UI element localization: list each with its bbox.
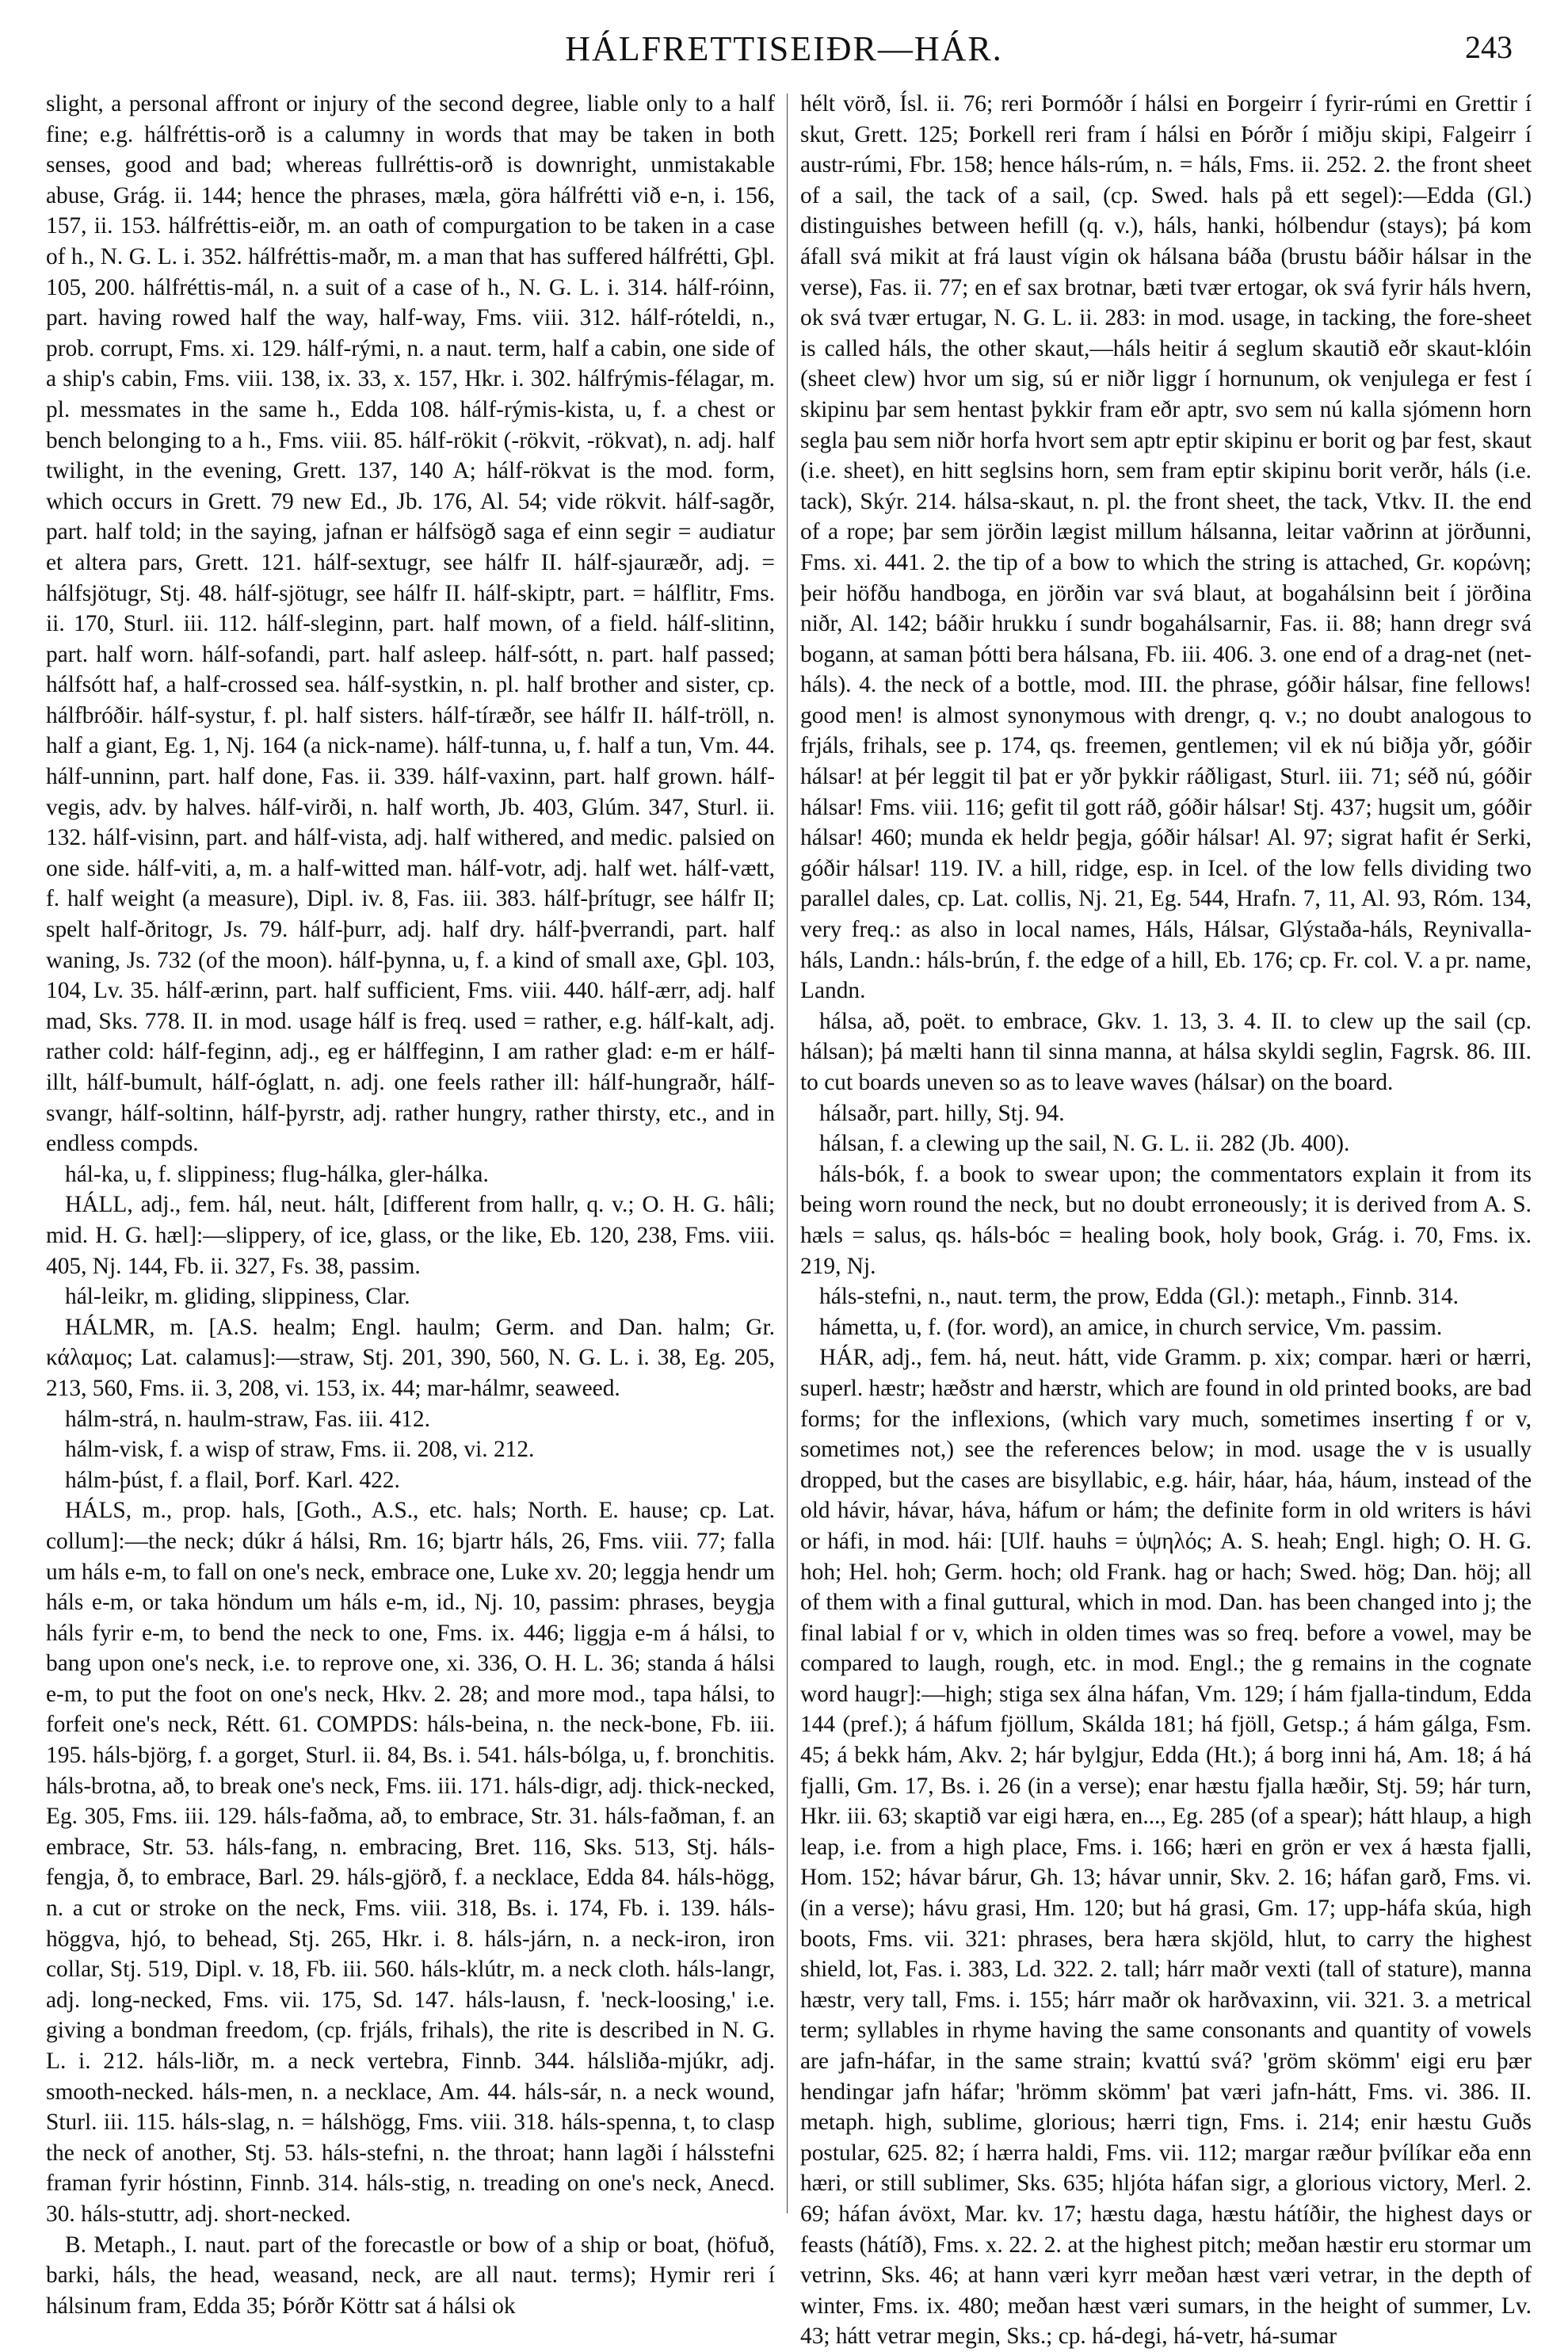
entry-paragraph: háls-bók, f. a book to swear upon; the commentators explain it from its being worn round the neck, but no doubt erroneously; it is derived from A. S. hæls = salus, qs. háls-bóc = healing book, holy book, Grág. i. 70, Fms. ix. 219, Nj.: [800, 1161, 1532, 1279]
entry-paragraph: hál-leikr, m. gliding, slippiness, Clar.: [65, 1284, 410, 1310]
page-header: [55, 24, 1513, 71]
entry-paragraph: hálsan, f. a clewing up the sail, N. G. L. ii. 282 (Jb. 400).: [819, 1131, 1350, 1157]
entry-paragraph: HÁLL, adj., fem. hál, neut. hált, [different from hallr, q. v.; O. H. G. hâli; mid. H. G. hæl]:—slippery, of ice, glass, or the like, Eb. 120, 238, Fms. viii. 405, Nj. 144, Fb. ii. 327, Fs. 38, passim.: [46, 1192, 775, 1279]
entry-paragraph: HÁLS, m., prop. hals, [Goth., A.S., etc. hals; North. E. hause; cp. Lat. collum]:—the neck; dúkr á hálsi, Rm. 16; bjartr háls, 26, Fms. viii. 77; falla um háls e-m, to fall on one's neck, embrace one, Luke xv. 20; leggja hendr um háls e-m, or taka höndum um háls e-m, id., Nj. 10, passim: phrases, beygja háls fyrir e-m, to bend the neck to one, Fms. ix. 446; liggja e-m á hálsi, to bang upon one's neck, i.e. to reprove one, xi. 336, O. H. L. 36; standa á hálsi e-m, to put the foot on one's neck, Hkv. 2. 28; and more mod., tapa hálsi, to forfeit one's neck, Rétt. 61. COMPDS: háls-beina, n. the neck-bone, Fb. iii. 195. háls-björg, f. a gorget, Sturl. ii. 84, Bs. i. 541. háls-bólga, u, f. bronchitis. háls-brotna, að, to break one's neck, Fms. iii. 171. háls-digr, adj. thick-necked, Eg. 305, Fms. iii. 129. háls-faðma, að, to embrace, Str. 31. háls-faðman, f. an embrace, Str. 53. háls-fang, n. embracing, Bret. 116, Sks. 513, Stj. háls-fengja, ð, to embrace, Barl. 29. háls-gjörð, f. a necklace, Edda 84. háls-högg, n. a cut or stroke on the neck, Fms. viii. 318, Bs. i. 174, Fb. i. 139. háls-höggva, hjó, to behead, Stj. 265, Hkr. i. 8. háls-járn, n. a neck-iron, iron collar, Stj. 519, Dipl. v. 18, Fb. iii. 560. háls-klútr, m. a neck cloth. háls-langr, adj. long-necked, Fms. vii. 175, Sd. 147. háls-lausn, f. 'neck-loosing,' i.e. giving a bondman freedom, (cp. frjáls, frihals), the rite is described in N. G. L. i. 212. háls-liðr, m. a neck vertebra, Finnb. 344. hálsliða-mjúkr, adj. smooth-necked. háls-men, n. a necklace, Am. 44. háls-sár, n. a neck wound, Sturl. iii. 115. háls-slag, n. = hálshögg, Fms. viii. 318. háls-spenna, t, to clasp the neck of another, Stj. 53. háls-stefni, n. the throat; hann lagði í hálsstefni framan fyrir hóstinn, Finnb. 314. háls-stig, n. treading on one's neck, Anecd. 30. háls-stuttr, adj. short-necked.: [46, 1498, 775, 2227]
entry-paragraph: hálsaðr, part. hilly, Stj. 94.: [819, 1100, 1065, 1126]
entry-paragraph: hálm-visk, f. a wisp of straw, Fms. ii. 208, vi. 212.: [65, 1437, 535, 1463]
column-divider: [787, 94, 788, 2213]
entry-paragraph: hál-ka, u, f. slippiness; flug-hálka, gler-hálka.: [65, 1161, 489, 1187]
entry-paragraph: B. Metaph., I. naut. part of the forecastle or bow of a ship or boat, (höfuð, barki, háls, the head, weasand, neck, are all naut. terms); Hymir reri í hálsinum fram, Edda 35; Þórðr Köttr sat á hálsi ok: [46, 2232, 775, 2319]
entry-paragraph: háls-stefni, n., naut. term, the prow, Edda (Gl.): metaph., Finnb. 314.: [819, 1284, 1459, 1310]
entry-paragraph: hálm-þúst, f. a flail, Þorf. Karl. 422.: [65, 1467, 400, 1493]
entry-paragraph: HÁR, adj., fem. há, neut. hátt, vide Gramm. p. xix; compar. hæri or hærri, superl. hæstr; hæðstr and hærstr, which are found in old printed books, are bad forms; for the inflexions, (which vary much, sometimes inserting f or v, sometimes not,) see the references below; in mod. usage the v is usually dropped, but the cases are bisyllabic, e.g. háir, háar, háa, háum, instead of the old hávir, hávar, háva, háfum or hám; the definite form in old writers is hávi or háfi, in mod. hái: [Ulf. hauhs = ὑψηλός; A. S. heah; Engl. high; O. H. G. hoh; Hel. hoh; Germ. hoch; old Frank. hag or hach; Swed. hög; Dan. höj; all of them with a final guttural, which in mod. Dan. has been changed into j; the final labial f or v, which in olden times was so freq. before a vowel, may be compared to laugh, rough, etc. in mod. Engl.; the g remains in the cognate word haugr]:—high; stiga sex álna háfan, Vm. 129; í hám fjalla-tindum, Edda 144 (pref.); á háfum fjöllum, Skálda 181; há fjöll, Getsp.; á hám gálga, Fsm. 45; á bekk hám, Akv. 2; hár bylgjur, Edda (Ht.); á borg inni há, Am. 18; á há fjalli, Gm. 17, Bs. i. 26 (in a verse); enar hæstu fjalla hæðir, Stj. 59; hár turn, Hkr. iii. 63; skaptið var eigi hæra, en..., Eg. 285 (of a spear); hátt hlaup, a high leap, i.e. from a high place, Fms. i. 166; hæri en grön er vex á hæsta fjalli, Hom. 152; hávar bárur, Gh. 13; hávar unnir, Skv. 2. 16; háfan garð, Fms. vi. (in a verse); hávu grasi, Hm. 120; but há grasi, Gm. 17; upp-háfa skúa, high boots, Fms. vii. 321: phrases, bera hæra skjöld, hlut, to carry the highest shield, lot, Fas. i. 383, Ld. 322. 2. tall; hárr maðr vexti (tall of stature), manna hæstr, very tall, Fms. i. 155; hárr maðr ok harðvaxinn, vii. 321. 3. a metrical term; syllables in rhyme having the same consonants and quantity of vowels are jafn-háfar, in the same strain; kvattú svá? 'gröm skömm' eigi eru þær hendingar jafn háfar; 'hrömm skömm' þat væri jafn-hátt, Fms. vi. 386. II. metaph. high, sublime, glorious; hærri tign, Fms. i. 214; enir hæstu Guðs postular, 625. 82; í hærra haldi, Fms. vii. 112; margar ræður þvílíkar eða enn hæri, or still sublimer, Sks. 635; hljóta háfan sigr, a glorious victory, Merl. 2. 69; háfan ávöxt, Mar. kv. 17; hæstu daga, hæstu hátíðir, the highest days or feasts (hátíð), Fms. x. 22. 2. at the highest pitch; meðan hæstir eru stormar um vetrinn, Sks. 46; at hann væri kyrr meðan hæst væri vetrar, in the depth of winter, Fms. ix. 480; meðan hæst væri sumars, in the height of summer, Lv. 43; hátt vetrar megin, Sks.; cp. há-degi, há-vetr, há-sumar: [800, 1345, 1532, 2350]
entry-paragraph: hálm-strá, n. haulm-straw, Fas. iii. 412.: [65, 1406, 430, 1432]
left-column: [46, 89, 775, 2319]
running-title: HÁLFRETTISEIÐR—HÁR.: [565, 29, 1003, 68]
entry-paragraph: hálsa, að, poët. to embrace, Gkv. 1. 13, 3. 4. II. to clew up the sail (cp. hálsan); þá mælti hann til sinna manna, at hálsa skyldi seglin, Fagrsk. 86. III. to cut boards uneven so as to leave waves (hálsar) on the board.: [800, 1008, 1532, 1095]
entry-paragraph: hámetta, u, f. (for. word), an amice, in church service, Vm. passim.: [819, 1314, 1443, 1340]
right-column: [800, 89, 1532, 2350]
entry-paragraph: slight, a personal affront or injury of the second degree, liable only to a half fine; e.g. hálfréttis-orð is a calumny in words that may be taken in both senses, good and bad; whereas fullréttis-orð is downright, unmistakable abuse, Grág. ii. 144; hence the phrases, mæla, göra hálfrétti við e-n, i. 156, 157, ii. 153. hálfréttis-eiðr, m. an oath of compurgation to be taken in a case of h., N. G. L. i. 352. hálfréttis-maðr, m. a man that has suffered hálfrétti, Gþl. 105, 200. hálfréttis-mál, n. a suit of a case of h., N. G. L. i. 314. hálf-róinn, part. having rowed half the way, half-way, Fms. viii. 312. hálf-róteldi, n., prob. corrupt, Fms. xi. 129. hálf-rými, n. a naut. term, half a cabin, one side of a ship's cabin, Fms. viii. 138, ix. 33, x. 157, Hkr. i. 302. hálfrýmis-félagar, m. pl. messmates in the same h., Edda 108. hálf-rýmis-kista, u, f. a chest or bench belonging to a h., Fms. viii. 85. hálf-rökit (-rökvit, -rökvat), n. adj. half twilight, in the evening, Grett. 137, 140 A; hálf-rökvat is the mod. form, which occurs in Grett. 79 new Ed., Jb. 176, Al. 54; vide rökvit. hálf-sagðr, part. half told; in the saying, jafnan er hálfsögð saga ef einn segir = audiatur et altera pars, Grett. 121. hálf-sextugr, see hálfr II. hálf-sjauræðr, adj. = hálfsjötugr, Stj. 48. hálf-sjötugr, see hálfr II. hálf-skiptr, part. = hálflitr, Fms. ii. 170, Sturl. iii. 112. hálf-sleginn, part. half mown, of a field. hálf-slitinn, part. half worn. hálf-sofandi, part. half asleep. hálf-sótt, n. part. half passed; hálfsótt haf, a half-crossed sea. hálf-systkin, n. pl. half brother and sister, cp. hálfbróðir. hálf-systur, f. pl. half sisters. hálf-tíræðr, see hálfr II. hálf-tröll, n. half a giant, Eg. 1, Nj. 164 (a nick-name). hálf-tunna, u, f. half a tun, Vm. 44. hálf-unninn, part. half done, Fas. ii. 339. hálf-vaxinn, part. half grown. hálf-vegis, adv. by halves. hálf-virði, n. half worth, Jb. 403, Glúm. 347, Sturl. ii. 132. hálf-visinn, part. and hálf-vista, adj. half withered, and medic. palsied on one side. hálf-viti, a, m. a half-witted man. hálf-votr, adj. half wet. hálf-vætt, f. half weight (a measure), Dipl. iv. 8, Fas. iii. 383. hálf-þrítugr, see hálfr II; spelt half-ðritogr, Js. 79. hálf-þurr, adj. half dry. hálf-þverrandi, part. half waning, Js. 732 (of the moon). hálf-þynna, u, f. a kind of small axe, Gþl. 103, 104, Lv. 35. hálf-ærinn, part. half sufficient, Fms. viii. 440. hálf-ærr, adj. half mad, Sks. 778. II. in mod. usage hálf is freq. used = rather, e.g. hálf-kalt, adj. rather cold: hálf-feginn, adj., eg er hálffeginn, I am rather glad: e-m er hálf-illt, hálf-bumult, hálf-óglatt, n. adj. one feels rather ill: hálf-hungraðr, hálf-svangr, hálf-soltinn, hálf-þyrstr, adj. rather hungry, rather thirsty, etc., and in endless compds.: [46, 91, 775, 1157]
entry-paragraph: hélt vörð, Ísl. ii. 76; reri Þormóðr í hálsi en Þorgeirr í fyrir-rúmi en Grettir í skut, Grett. 125; Þorkell reri fram í hálsi en Þórðr í miðju skipi, Falgeirr í austr-rúmi, Fbr. 158; hence háls-rúm, n. = háls, Fms. ii. 252. 2. the front sheet of a sail, the tack of a sail, (cp. Swed. hals på ett segel):—Edda (Gl.) distinguishes between hefill (q. v.), háls, hanki, hólbendur (stays); þá kom áfall svá mikit at frá laust vígin ok hálsana báða (brustu báðir hálsar in the verse), Fas. ii. 77; en ef sax brotnar, bæti tvær ertogar, ok svá fyrir háls hvern, ok svá tvær ertugar, N. G. L. ii. 283: in mod. usage, in tacking, the fore-sheet is called háls, the other skaut,—háls heitir á seglum skautið eðr skaut-klóin (sheet clew) hvor um sig, sú er niðr liggr í hornunum, ok venjulega er fest í skipinu þar sem hentast þykkir fram eðr aptr, svo sem nú kalla sjómenn horn segla þau sem niðr horfa hvort sem aptr eptir skipinu er borit og þar fest, skaut (i.e. sheet), en hitt seglsins horn, sem fram eptir skipinu borit verðr, háls (i.e. tack), Skýr. 214. hálsa-skaut, n. pl. the front sheet, the tack, Vtkv. II. the end of a rope; þar sem jörðin lægist millum hálsanna, leitar vaðrinn at jörðunni, Fms. xi. 441. 2. the tip of a bow to which the string is attached, Gr. κορώνη; þeir höfðu handboga, en jörðin var svá blaut, at bogahálsinn beit í jörðina niðr, Al. 142; báðir hrukku í sundr bogahálsarnir, Fas. ii. 88; hann dregr svá bogann, at saman þótti bera hálsana, Fb. iii. 406. 3. one end of a drag-net (net-háls). 4. the neck of a bottle, mod. III. the phrase, góðir hálsar, fine fellows! good men! is almost synonymous with drengr, q. v.; no doubt analogous to frjáls, frihals, see p. 174, qs. freemen, gentlemen; vil ek nú biðja yðr, góðir hálsar! at þér leggit til þat er yðr þykkir ráðligast, Sturl. iii. 71; séð nú, góðir hálsar! Fms. viii. 116; gefit til gott ráð, góðir hálsar! Stj. 437; hugsit um, góðir hálsar! 460; munda ek heldr þegja, góðir hálsar! Al. 97; sigrat hafit ér Serki, góðir hálsar! 119. IV. a hill, ridge, esp. in Icel. of the low fells dividing two parallel dales, cp. Lat. collis, Nj. 21, Eg. 544, Hrafn. 7, 11, Al. 93, Róm. 134, very freq.: as also in local names, Háls, Hálsar, Glýstaða-háls, Reynivalla-háls, Landn.: háls-brún, f. the edge of a hill, Eb. 176; cp. Fr. col. V. a pr. name, Landn.: [800, 91, 1532, 1004]
page-number: 243: [1465, 29, 1513, 65]
entry-paragraph: HÁLMR, m. [A.S. healm; Engl. haulm; Germ. and Dan. halm; Gr. κάλαμος; Lat. calamus]:—straw, Stj. 201, 390, 560, N. G. L. i. 38, Eg. 205, 213, 560, Fms. ii. 3, 208, vi. 153, ix. 44; mar-hálmr, seaweed.: [46, 1314, 775, 1401]
